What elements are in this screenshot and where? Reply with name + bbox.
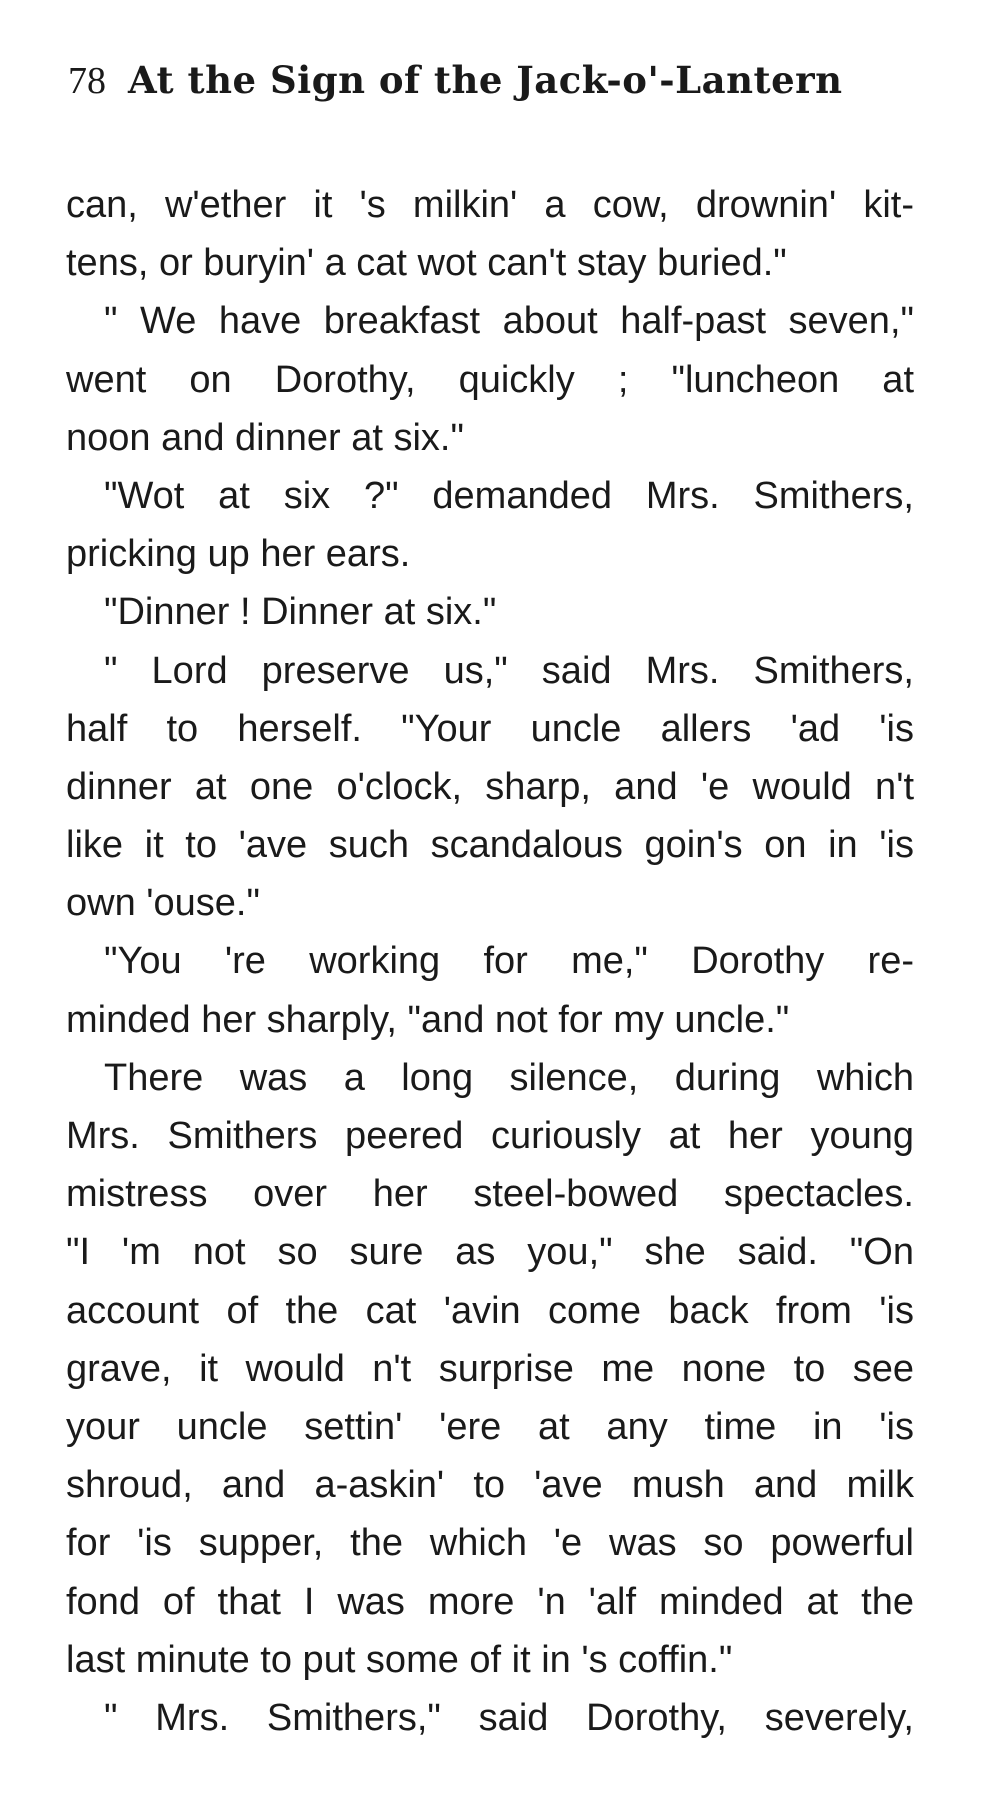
- text-line: half to herself. "Your uncle allers 'ad 'is: [66, 707, 914, 750]
- text-line: like it to 'ave such scandalous goin's on in 'is: [66, 824, 914, 867]
- text-line: pricking up her ears.: [66, 533, 411, 576]
- text-line: for 'is supper, the which 'e was so powerful: [66, 1522, 914, 1565]
- text-line: dinner at one o'clock, sharp, and 'e would n't: [66, 765, 914, 808]
- text-line: minded her sharply, "and not for my uncle.": [66, 998, 790, 1041]
- text-line: " We have breakfast about half-past seven,": [104, 300, 914, 343]
- text-line: grave, it would n't surprise me none to see: [66, 1347, 914, 1390]
- text-line: own 'ouse.": [66, 882, 260, 925]
- text-line: noon and dinner at six.": [66, 416, 464, 459]
- text-line: shroud, and a-askin' to 'ave mush and milk: [66, 1464, 914, 1507]
- text-line: went on Dorothy, quickly ; "luncheon at: [66, 358, 914, 401]
- text-line: "Dinner ! Dinner at six.": [104, 591, 497, 634]
- text-line: " Lord preserve us," said Mrs. Smithers,: [104, 649, 914, 692]
- text-line: can, w'ether it 's milkin' a cow, drownin' kit-: [66, 184, 914, 226]
- page-number: 78: [68, 60, 106, 102]
- text-line: Mrs. Smithers peered curiously at her young: [66, 1115, 914, 1157]
- running-head: [68, 58, 928, 118]
- text-line: last minute to put some of it in 's coffin.": [66, 1638, 733, 1681]
- text-line: mistress over her steel-bowed spectacles.: [66, 1173, 914, 1216]
- running-head-title: At the Sign of the Jack-o'-Lantern: [128, 58, 843, 102]
- text-line: "Wot at six ?" demanded Mrs. Smithers,: [104, 474, 914, 517]
- text-line: " Mrs. Smithers," said Dorothy, severely,: [104, 1696, 914, 1739]
- body-text: [66, 176, 914, 1747]
- text-line: "I 'm not so sure as you," she said. "On: [66, 1231, 914, 1274]
- text-line: account of the cat 'avin come back from 'is: [66, 1289, 914, 1332]
- text-line: fond of that I was more 'n 'alf minded at the: [66, 1580, 914, 1623]
- text-line: tens, or buryin' a cat wot can't stay buried.": [66, 242, 787, 285]
- text-line: There was a long silence, during which: [104, 1056, 914, 1099]
- text-line: your uncle settin' 'ere at any time in 'is: [66, 1405, 914, 1448]
- text-line: "You 're working for me," Dorothy re-: [104, 940, 914, 983]
